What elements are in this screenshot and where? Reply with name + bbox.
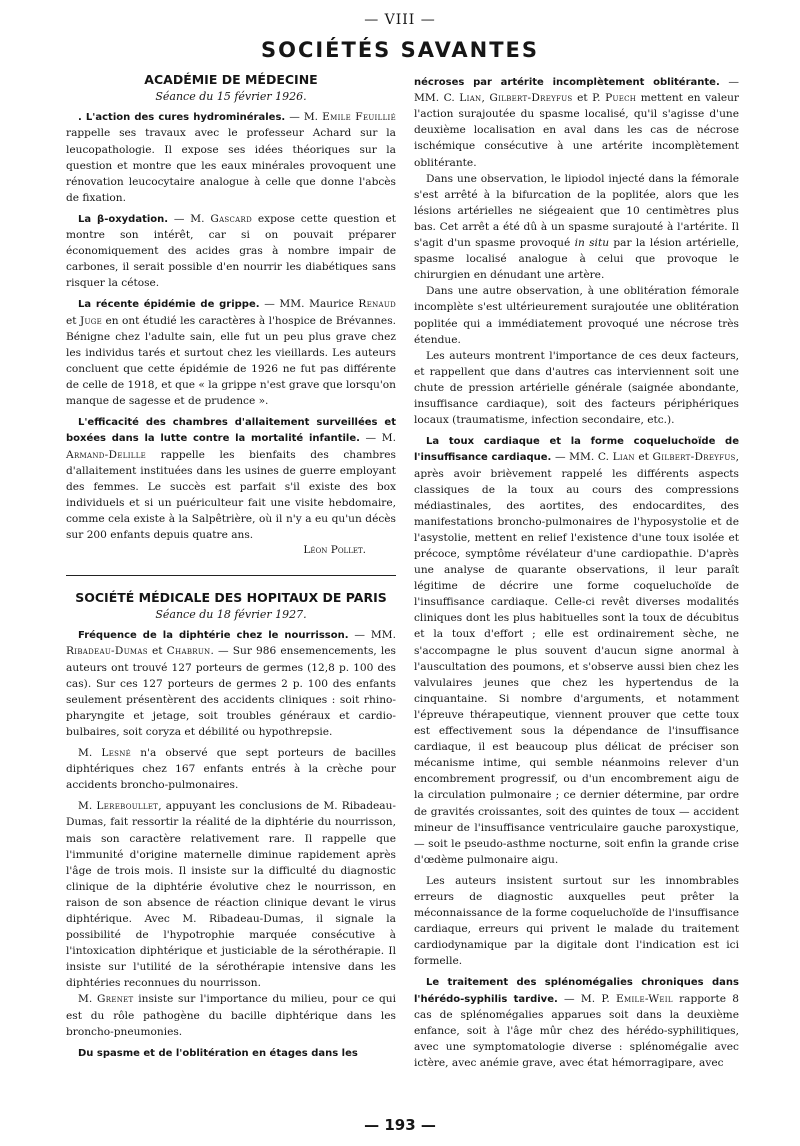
left-column	[66, 72, 396, 1061]
paragraph-heading: nécroses par artérite incomplètement oblitérante.	[414, 77, 720, 88]
author-name: Armand-Delille	[66, 448, 147, 461]
author-name: Gilbert-Dreyfus	[489, 92, 573, 105]
separator: — MM. C.	[551, 451, 613, 464]
paragraph-heading: Fréquence de la diphtérie chez le nourrisson.	[78, 630, 349, 642]
italic-term: in situ	[574, 237, 610, 250]
paragraph-text: mettent en valeur l'action surajoutée du spasme localisé, qu'il s'agisse d'une deuxième localisation en aval dans les cas de nécrose ischémique consécutive à une artérite incomplètement oblitérante.	[414, 92, 739, 169]
paragraph-text: , après avoir brièvement rappelé les différents aspects classiques de la toux au cours des compressions médiastinales, des aortites, des endocardites, des manifestations broncho-pulmonaires de l'hyposystolie et de l'asystolie, mettent en relief l'existence d'une toux isolée et précoce, symptôme révélateur d'une cardiopathie. D'après une analyse de quarante observations, il leur paraît légitime de décrire une forme coqueluchoïde de l'insuffisance cardiaque. Celle-ci revêt diverses modalités cliniques dont les plus habituelles sont la toux de décubitus et la toux d'effort ; elle est ordinairement sèche, ne s'accompagne le plus souvent d'aucun signe anormal à l'auscultation des poumons, et s'observe aussi bien chez les valvulaires jeunes que chez les hypertendus de la cinquantaine. Si nombre d'arguments, et notamment l'épreuve thérapeutique, viennent prouver que cette toux est effectivement sous la dépendance de l'insuffisance cardiaque, il est beaucoup plus délicat de préciser son mécanisme intime, qui semble néanmoins relever d'un encombrement progressif, ou d'un encombrement aigu de la circulation pulmonaire ; ce dernier détermine, par ordre de gravités croissantes, soit des quintes de toux — accident mineur de l'insuffisance ventriculaire gauche paroxystique, — soit le pseudo-asthme nocturne, soit enfin la grande crise d'œdème pulmonaire aigu.	[414, 451, 739, 866]
signature: Léon Pollet.	[303, 544, 366, 557]
academie-title: ACADÉMIE DE MÉDECINE	[144, 72, 318, 87]
societe-paragraph	[66, 745, 396, 793]
separator: et	[66, 314, 80, 327]
right-paragraph: Les auteurs montrent l'importance de ces deux facteurs, et rappellent que dans d'autres cas interviennent soit une chute de pression artérielle générale (saignée abondante, insuffisance cardiaque), soit des facteurs périphériques locaux (traumatisme, infection secondaire, etc.).	[414, 349, 739, 427]
paragraph-text: . — Sur 986 ensemencements, les auteurs ont trouvé 127 porteurs de germes (12,8 p. 100 des cas). Sur ces 127 porteurs de germes 2 p. 100 des enfants seulement présentèrent des accidents cliniques : soit rhino-pharyngite et jetage, soit troubles généraux et cardio-bulbaires, soit coryza et débilité ou hypothrepsie.	[66, 645, 396, 738]
right-column	[414, 74, 739, 1071]
academie-paragraph	[66, 211, 396, 292]
author-name: Gascard	[210, 212, 253, 225]
separator: ,	[481, 92, 490, 105]
paragraph-heading: L'efficacité des chambres d'allaitement surveillées et boxées dans la lutte contre la mortalité infantile.	[66, 417, 396, 445]
societe-paragraph	[66, 627, 396, 740]
paragraph-text: par la lésion artérielle, spasme localisé analogue à celui que provoque le chirurgien en dénudant une artère.	[414, 237, 740, 282]
author-name: Lian	[459, 92, 482, 105]
paragraph-heading: La toux cardiaque et la forme coqueluchoïde de l'insuffisance cardiaque.	[414, 436, 739, 464]
paragraph-heading: . L'action des cures hydrominérales.	[78, 112, 286, 124]
roman-page-number: — VIII —	[364, 12, 436, 28]
author-name: Chabrun	[166, 645, 211, 658]
societe-seance: Séance du 18 février 1927.	[155, 608, 307, 622]
separator: et P.	[572, 92, 606, 105]
paragraph-text: insiste sur l'importance du milieu, pour ce qui est du rôle pathogène du bacille diphtérique dans les broncho-pneumonies.	[66, 993, 396, 1038]
societe-paragraph	[66, 1045, 396, 1061]
right-paragraph: Dans une autre observation, à une oblitération fémorale incomplète s'est ultérieurement surajoutée une oblitération poplitée qui a immédiatement provoqué une nécrose très étendue.	[414, 285, 739, 346]
separator: — M.	[168, 212, 211, 225]
page-number: — 193 —	[364, 1116, 436, 1134]
right-paragraph	[414, 433, 739, 868]
author-name: Lian	[612, 451, 635, 464]
separator: — MM.	[348, 629, 396, 642]
societe-title: SOCIÉTÉ MÉDICALE DES HOPITAUX DE PARIS	[75, 590, 387, 606]
author-name: Emile-Weil	[615, 992, 673, 1005]
separator: — M.	[285, 111, 323, 124]
separator: — M. P.	[557, 992, 616, 1005]
section-banner: SOCIÉTÉS SAVANTES	[260, 38, 540, 62]
author-name: Lesné	[101, 747, 132, 760]
paragraph-text: expose cette question et montre son intérêt, car si on pouvait préparer économiquement des acides gras à nombre impair de carbones, il serait possible d'en nourrir les diabétiques sans risquer la cétose.	[66, 212, 397, 290]
paragraph-text: rappelle ses travaux avec le professeur Achard sur la leucopathologie. Il expose ses idées théoriques sur la question et montre que les eaux minérales provoquent une rénovation leucocytaire analogue à celle que donne l'abcès de fixation.	[66, 127, 396, 204]
section-divider	[66, 575, 396, 576]
separator: et	[634, 451, 653, 464]
societe-paragraph	[66, 991, 396, 1039]
paragraph-text: rappelle les bienfaits des chambres d'allaitement instituées dans les usines de guerre employant des femmes. Le succès est parfait s'il existe des box individuels et si un puériculteur fait une visite hebdomaire, comme cela existe à la Salpêtrière, où il n'y a eu qu'un décès sur 200 enfants depuis quatre ans.	[66, 448, 396, 542]
paragraph-text: n'a observé que sept porteurs de bacilles diphtériques chez 167 enfants entrés à la crèche pour accidents broncho-pulmonaires.	[66, 747, 396, 792]
right-paragraph: Les auteurs insistent surtout sur les innombrables erreurs de diagnostic auxquelles peut prêter la méconnaissance de la forme coqueluchoïde de l'insuffisance cardiaque, erreurs qui privent le malade du traitement cardiodynamique par la digitale dont l'indication est ici formelle.	[414, 874, 739, 968]
author-name: Lereboullet	[96, 800, 159, 813]
author-name: Emile Feuillié	[322, 111, 396, 124]
academie-paragraph	[66, 296, 396, 409]
paragraph-text: en ont étudié les caractères à l'hospice de Brévannes. Bénigne chez l'adulte sain, elle fut un peu plus grave chez les individus tarés et surtout chez les vieillards. Les auteurs concluent que cette épidémie de 1926 ne fut pas différente de celle de 1918, et que « la grippe n'est grave que lorsqu'on manque de sagesse et de prudence ».	[66, 314, 396, 408]
right-paragraph	[414, 171, 739, 284]
academie-paragraph	[66, 109, 396, 206]
author-name: Juge	[79, 314, 103, 327]
paragraph-heading: Le traitement des splénomégalies chroniques dans l'hérédo-syphilis tardive.	[414, 977, 739, 1005]
paragraph-heading: Du spasme et de l'oblitération en étages dans les	[78, 1047, 358, 1059]
right-paragraph	[414, 74, 739, 171]
paragraph-text: Dans une observation, le lipiodol injecté dans la fémorale s'est arrêté à la bifurcation de la poplitée, alors que les lésions artérielles ne siégeaient que 10 centimètres plus bas. Cet arrêt a été dû à un spasme surajouté à l'artérite. Il s'agit d'un spasme provoqué	[414, 172, 739, 250]
author-name: Ribadeau-Dumas	[66, 645, 148, 658]
paragraph-heading: La β-oxydation.	[78, 213, 169, 225]
separator: — M.	[359, 432, 396, 445]
separator: — MM. C.	[414, 76, 739, 105]
prefix: M.	[78, 800, 97, 813]
academie-seance: Séance du 15 février 1926.	[155, 90, 307, 104]
paragraph-text: rapporte 8 cas de splénomégalies apparues soit dans la deuxième enfance, soit à l'âge mûr chez des hérédo-syphilitiques, avec une symptomatologie diverse : splénomégalie avec ictère, avec anémie grave, avec état hémorragipare, avec	[414, 992, 739, 1070]
paragraph-text: , appuyant les conclusions de M. Ribadeau-Dumas, fait ressortir la réalité de la diphtérie du nourrisson, mais son caractère relativement rare. Il rappelle que l'immunité d'origine maternelle diminue rapidement après l'âge de trois mois. Il insiste sur la difficulté du diagnostic clinique de la diphtérie évolutive chez le nourrisson, en raison de son absence de réaction clinique devant le virus diphtérique. Avec M. Ribadeau-Dumas, il signale la possibilité de l'hypotrophie marquée consécutive à l'intoxication diphtérique et justiciable de la sérothérapie. Il insiste sur l'utilité de la sérothérapie intensive dans les diphtéries reconnues du nourrisson.	[66, 800, 396, 990]
right-paragraph	[414, 974, 739, 1071]
author-name: Grenet	[96, 993, 134, 1006]
author-name: Renaud	[358, 298, 396, 311]
societe-paragraph	[66, 798, 396, 991]
author-name: Puech	[605, 92, 637, 105]
prefix: M.	[78, 993, 97, 1006]
separator: et	[147, 645, 167, 658]
author-name: Gilbert-Dreyfus	[652, 451, 736, 464]
academie-paragraph	[66, 414, 396, 543]
paragraph-heading: La récente épidémie de grippe.	[78, 299, 260, 311]
separator: — MM. Maurice	[259, 298, 359, 311]
prefix: M.	[78, 747, 102, 760]
